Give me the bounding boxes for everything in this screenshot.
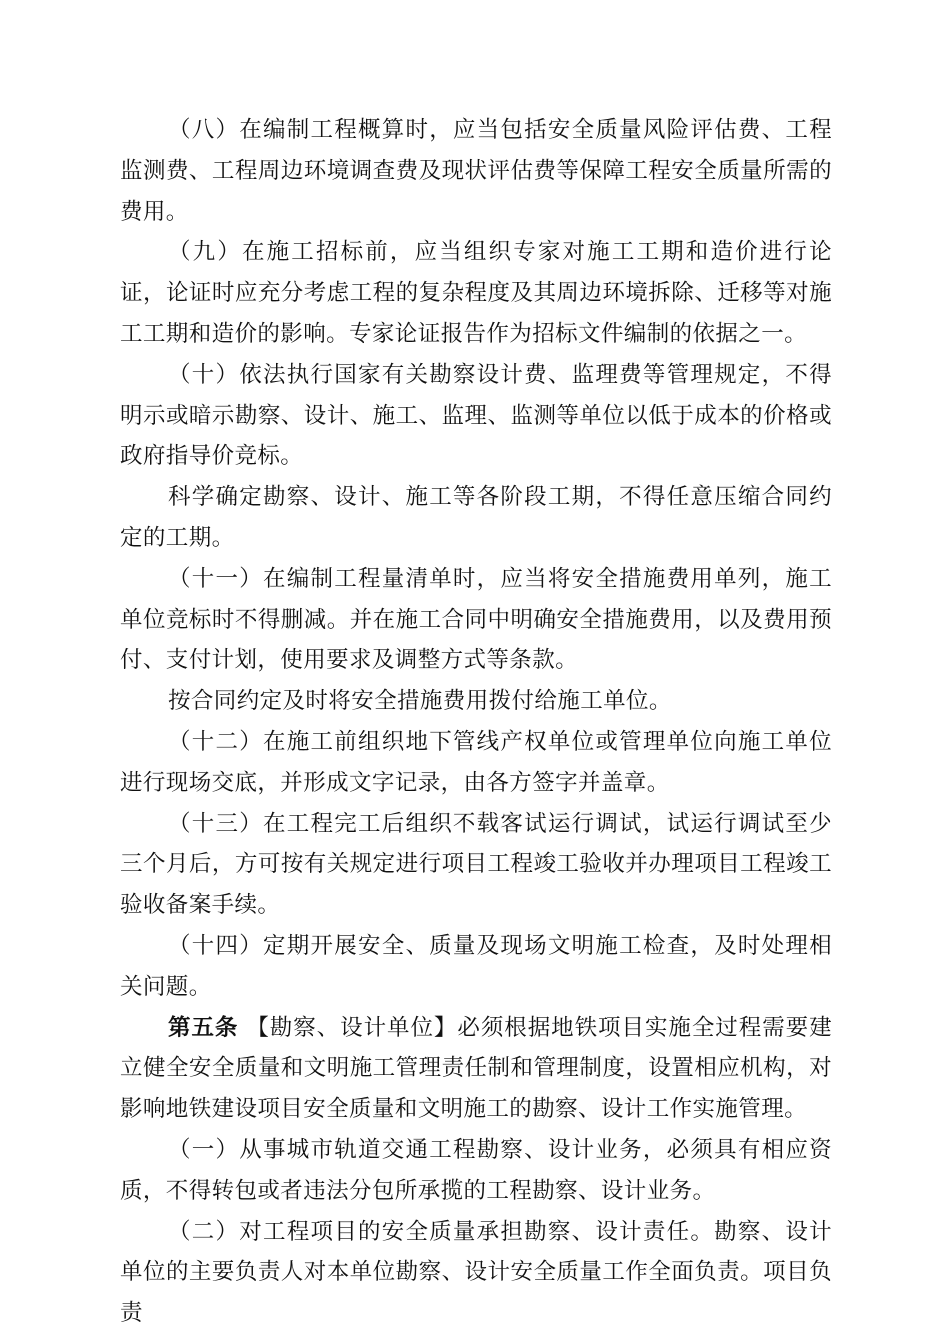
article-5-title: 第五条 bbox=[168, 1014, 239, 1041]
paragraph-item-11-continued: 按合同约定及时将安全措施费用拨付给施工单位。 bbox=[168, 688, 672, 715]
paragraph-item-13: （十三）在工程完工后组织不载客试运行调试，试运行调试至少三个月后，方可按有关规定进行项目工程竣工验收并办理项目工程竣工验收备案手续。 bbox=[120, 810, 832, 919]
paragraph-item-14: （十四）定期开展安全、质量及现场文明施工检查，及时处理相关问题。 bbox=[120, 932, 832, 1000]
paragraph-item-9: （九）在施工招标前，应当组织专家对施工工期和造价进行论证，论证时应充分考虑工程的复杂程度及其周边环境拆除、迁移等对施工工期和造价的影响。专家论证报告作为招标文件编制的依据之一。 bbox=[120, 239, 832, 347]
body-text bbox=[120, 110, 832, 1334]
article-5-paragraph bbox=[120, 1008, 832, 1130]
article-5-body: 【勘察、设计单位】必须根据地铁项目实施全过程需要建立健全安全质量和文明施工管理责任制和管理制度，设置相应机构，对影响地铁建设项目安全质量和文明施工的勘察、设计工作实施管理。 bbox=[120, 1014, 832, 1123]
paragraph-item-10-continued: 科学确定勘察、设计、施工等各阶段工期，不得任意压缩合同约定的工期。 bbox=[120, 484, 832, 551]
article-5-item-2: （二）对工程项目的安全质量承担勘察、设计责任。勘察、设计单位的主要负责人对本单位勘察、设计安全质量工作全面负责。项目负责 bbox=[120, 1218, 832, 1327]
paragraph-item-11: （十一）在编制工程量清单时，应当将安全措施费用单列，施工单位竞标时不得删减。并在施工合同中明确安全措施费用，以及费用预付、支付计划，使用要求及调整方式等条款。 bbox=[120, 565, 832, 674]
article-5-item-1: （一）从事城市轨道交通工程勘察、设计业务，必须具有相应资质，不得转包或者违法分包所承揽的工程勘察、设计业务。 bbox=[120, 1136, 832, 1204]
paragraph-item-8: （八）在编制工程概算时，应当包括安全质量风险评估费、工程监测费、工程周边环境调查费及现状评估费等保障工程安全质量所需的费用。 bbox=[120, 117, 832, 225]
paragraph-item-10: （十）依法执行国家有关勘察设计费、监理费等管理规定，不得明示或暗示勘察、设计、施工、监理、监测等单位以低于成本的价格或政府指导价竞标。 bbox=[120, 361, 832, 470]
paragraph-item-12: （十二）在施工前组织地下管线产权单位或管理单位向施工单位进行现场交底，并形成文字记录，由各方签字并盖章。 bbox=[120, 728, 832, 796]
